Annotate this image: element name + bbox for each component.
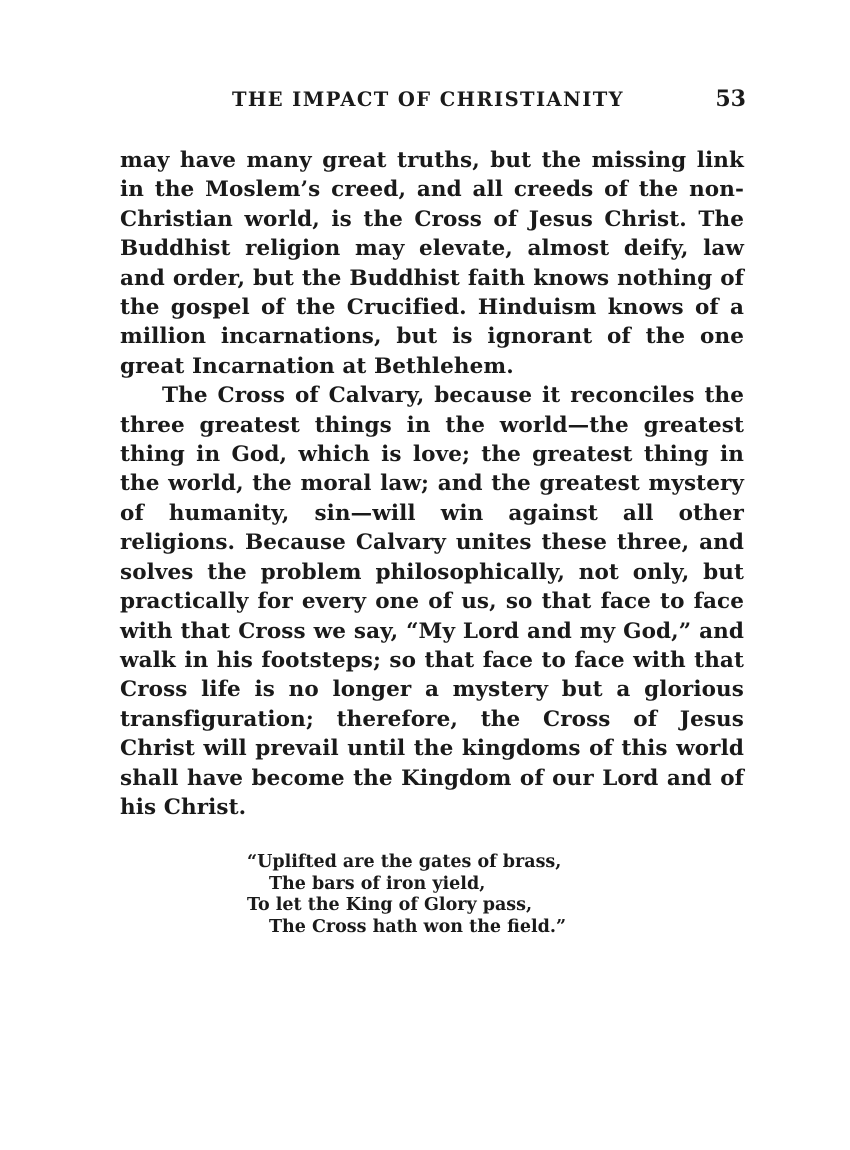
page-number: 53 (715, 86, 746, 112)
verse-line: “Uplifted are the gates of brass, (247, 852, 562, 872)
paragraph: may have many great truths, but the missing link in the Moslem’s creed, and all creeds of the non-Christian world, is the Cross of Jesus Christ. The Buddhist religion may elevate, almost deify, law and order, but the Buddhist faith knows nothing of the gospel of the Crucified. Hinduism knows of a million incarnations, but is ignorant of the one great Incarnation at Bethlehem. (120, 148, 744, 379)
body-text (120, 146, 744, 822)
running-title: THE IMPACT OF CHRISTIANITY (232, 88, 624, 111)
verse-quote (247, 852, 667, 938)
verse-line: The Cross hath won the field.” (269, 916, 567, 937)
paragraph: The Cross of Calvary, because it reconciles the three greatest things in the world—the greatest thing in God, which is love; the greatest thing in the world, the moral law; and the greatest mystery of humanity, sin—will win against all other religions. Because Calvary unites these three, and solves the problem philosophically, not only, but practically for every one of us, so that face to face with that Cross we say, “My Lord and my God,” and walk in his footsteps; so that face to face with that Cross life is no longer a mystery but a glorious transfiguration; therefore, the Cross of Jesus Christ will prevail until the kingdoms of this world shall have become the Kingdom of our Lord and of his Christ. (120, 383, 744, 820)
verse-line: The bars of iron yield, (269, 873, 486, 894)
verse-line: To let the King of Glory pass, (247, 895, 533, 915)
running-head (120, 88, 746, 118)
